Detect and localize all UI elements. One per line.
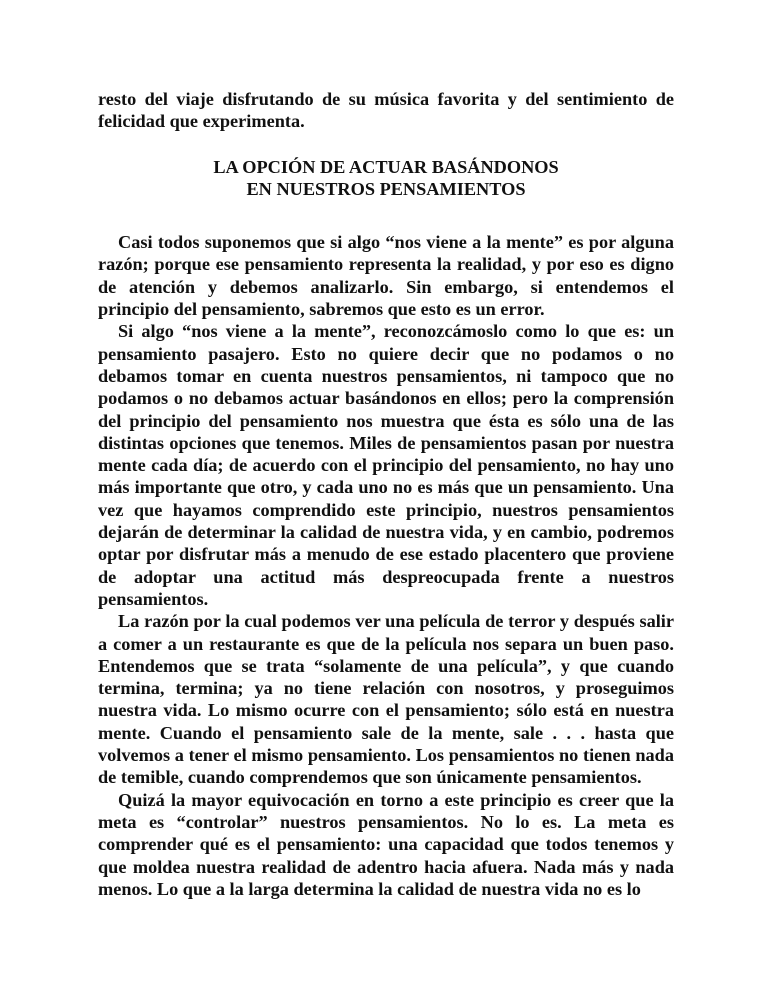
section-heading-line-2: EN NUESTROS PENSAMIENTOS [246,178,526,199]
opening-paragraph: resto del viaje disfrutando de su música favorita y del sentimiento de felicidad que experimenta. [98,89,674,132]
paragraph-3: La razón por la cual podemos ver una película de terror y después salir a comer a un restaurante es que de la película nos separa un buen paso. Entendemos que se trata “solamente de una película”, y que cuando termina, termina; ya no tiene relación con nosotros, y proseguimos nuestra vida. Lo mismo ocurre con el pensamiento; sólo está en nuestra mente. Cuando el pensamiento sale de la mente, sale . . . hasta que volvemos a tener el mismo pensamiento. Los pensamientos no tienen nada de temible, cuando comprendemos que son únicamente pensamientos. [98,611,674,788]
section-heading-line-1: LA OPCIÓN DE ACTUAR BASÁNDONOS [213,156,559,177]
paragraph-1: Casi todos suponemos que si algo “nos viene a la mente” es por alguna razón; porque ese pensamiento representa la realidad, y por eso es digno de atención y debemos analizarlo. Sin embargo, si entendemos el principio del pensamiento, sabremos que esto es un error. [98,232,674,320]
section-heading [98,156,674,201]
paragraph-2: Si algo “nos viene a la mente”, reconozcámoslo como lo que es: un pensamiento pasajero. Esto no quiere decir que no podamos o no debamos tomar en cuenta nuestros pensamientos, ni tampoco que no podamos o no debamos actuar basándonos en ellos; pero la comprensión del principio del pensamiento nos muestra que ésta es sólo una de las distintas opciones que tenemos. Miles de pensamientos pasan por nuestra mente cada día; de acuerdo con el principio del pensamiento, no hay uno más importante que otro, y cada uno no es más que un pensamiento. Una vez que hayamos comprendido este principio, nuestros pensamientos dejarán de determinar la calidad de nuestra vida, y en cambio, podremos optar por disfrutar más a menudo de ese estado placentero que proviene de adoptar una actitud más despreocupada frente a nuestros pensamientos. [98,321,674,609]
book-page [98,88,674,900]
paragraph-4: Quizá la mayor equivocación en torno a este principio es creer que la meta es “controlar” nuestros pensamientos. No lo es. La meta es comprender qué es el pensamiento: una capacidad que todos tenemos y que moldea nuestra realidad de adentro hacia afuera. Nada más y nada menos. Lo que a la larga determina la calidad de nuestra vida no es lo [98,789,674,899]
